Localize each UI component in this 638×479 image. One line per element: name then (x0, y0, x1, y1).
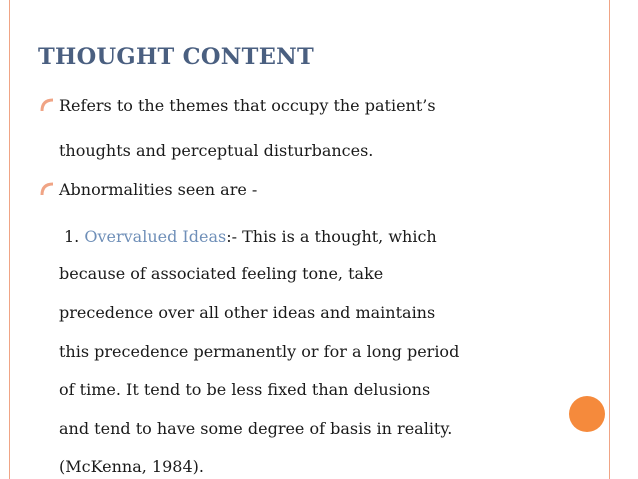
slide-title: THOUGHT CONTENT (38, 44, 315, 70)
item-1-line-7: (McKenna, 1984). (59, 457, 204, 476)
item-1-line-3: precedence over all other ideas and maintains (59, 303, 436, 322)
item-1-line-5: of time. It tend to be less fixed than delusions (59, 380, 431, 399)
accent-circle (569, 396, 605, 432)
item-1-line-2: because of associated feeling tone, take (59, 264, 384, 283)
item-1-line-4: this precedence permanently or for a long period (59, 342, 460, 361)
bullet-1-line-2: thoughts and perceptual disturbances. (59, 141, 374, 160)
bullet-1-line-1: Refers to the themes that occupy the patient’s (59, 96, 436, 115)
item-term: Overvalued Ideas (84, 227, 227, 246)
item-1-line-6: and tend to have some degree of basis in reality. (59, 419, 453, 438)
bullet-icon (40, 98, 54, 113)
bullet-icon (40, 182, 54, 197)
item-1-first-line (64, 227, 437, 247)
item-first-line-rest: :- This is a thought, which (226, 227, 437, 246)
item-number: 1. (64, 227, 80, 246)
bullet-2-line-1: Abnormalities seen are - (59, 180, 258, 199)
